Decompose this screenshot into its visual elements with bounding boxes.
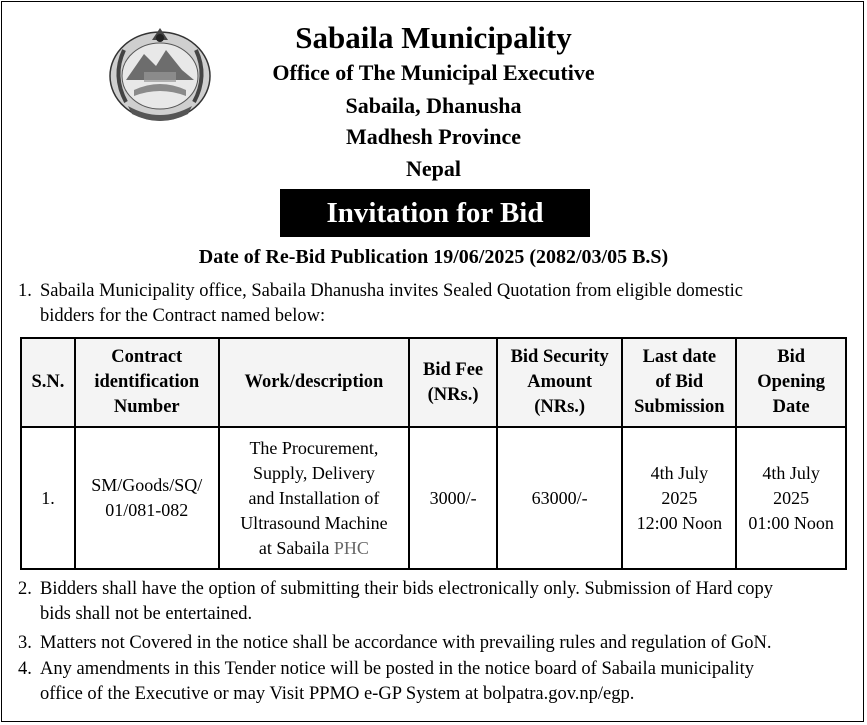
publication-date: Date of Re-Bid Publication 19/06/2025 (2082/03/05 B.S)	[198, 246, 669, 268]
country: Nepal	[406, 156, 461, 181]
paragraph-text: Any amendments in this Tender notice will be posted in the notice board of Sabaila municipality	[40, 659, 755, 679]
cell-opening-date: 4th July 2025 01:00 Noon	[736, 427, 846, 569]
paragraph-4	[18, 657, 848, 707]
cell-last-date: 4th July 2025 12:00 Noon	[622, 427, 736, 569]
paragraph-number: 4.	[18, 659, 32, 679]
paragraph-text: Bidders shall have the option of submitting their bids electronically only. Submission of Hard copy	[40, 579, 774, 599]
cell-contract-id: SM/Goods/SQ/ 01/081-082	[75, 427, 219, 569]
notice-title-banner: Invitation for Bid	[280, 189, 590, 237]
paragraph-number: 2.	[18, 579, 32, 599]
paragraph-text: bids shall not be entertained.	[40, 604, 253, 624]
column-header-sn: S.N.	[21, 338, 75, 427]
column-header-bid-security: Bid Security Amount (NRs.)	[497, 338, 622, 427]
table-header-row	[21, 338, 846, 427]
table-row	[21, 427, 846, 569]
paragraph-text: bidders for the Contract named below:	[40, 306, 326, 326]
paragraph-2	[18, 577, 848, 627]
paragraph-1	[18, 279, 848, 329]
municipality-name: Sabaila Municipality	[295, 20, 572, 55]
province: Madhesh Province	[346, 124, 521, 149]
cell-work-description: The Procurement, Supply, Delivery and Installation of Ultrasound Machine at Sabaila PHC	[219, 427, 410, 569]
column-header-work: Work/description	[219, 338, 410, 427]
column-header-contract-id: Contract identification Number	[75, 338, 219, 427]
location: Sabaila, Dhanusha	[345, 93, 522, 118]
paragraph-number: 3.	[18, 633, 32, 653]
column-header-last-date: Last date of Bid Submission	[622, 338, 736, 427]
cell-sn: 1.	[21, 427, 75, 569]
column-header-bid-fee: Bid Fee (NRs.)	[409, 338, 497, 427]
paragraph-text: Sabaila Municipality office, Sabaila Dhanusha invites Sealed Quotation from eligible domestic	[40, 281, 743, 301]
office-name: Office of The Municipal Executive	[272, 60, 595, 85]
paragraph-number: 1.	[18, 281, 32, 301]
paragraph-text: Matters not Covered in the notice shall be accordance with prevailing rules and regulation of GoN.	[40, 633, 772, 653]
cell-bid-fee: 3000/-	[409, 427, 497, 569]
paragraph-3	[18, 631, 848, 656]
paragraph-text: office of the Executive or may Visit PPMO e-GP System at bolpatra.gov.np/egp.	[40, 684, 635, 704]
column-header-opening-date: Bid Opening Date	[736, 338, 846, 427]
bid-table	[20, 337, 847, 570]
cell-bid-security: 63000/-	[497, 427, 622, 569]
